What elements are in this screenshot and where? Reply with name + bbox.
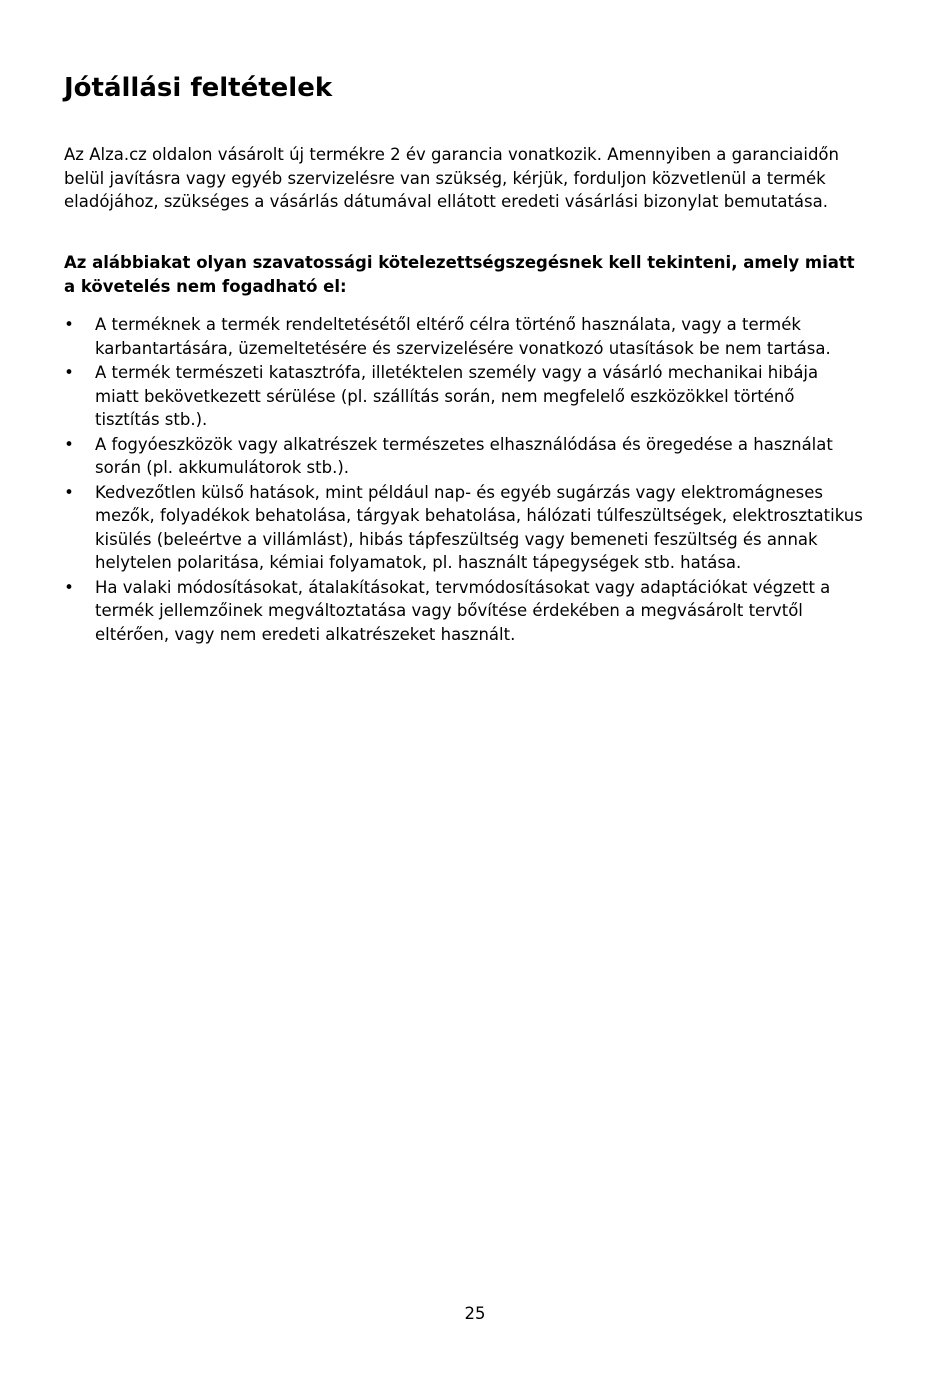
list-item (64, 481, 864, 575)
bullet-icon: • (64, 577, 74, 597)
list-item-text: A termék természeti katasztrófa, illetéktelen személy vagy a vásárló mechanikai hibája miatt bekövetkezett sérülése (pl. szállítás során, nem megfelelő eszközökkel történő tisztítás stb.). (95, 363, 819, 429)
exclusions-list (64, 313, 864, 647)
bullet-icon: • (64, 363, 74, 382)
list-item-text: Ha valaki módosításokat, átalakításokat, tervmódosításokat vagy adaptációkat végzett a termék jellemzőinek megváltoztatása vagy bővítése érdekében a megvásárolt tervtől eltérően, vagy nem eredeti alkatrészeket használt. (95, 577, 831, 644)
bullet-icon: • (64, 434, 74, 454)
exclusions-heading: Az alábbiakat olyan szavatossági kötelezettségszegésnek kell tekinteni, amely miatt a követelés nem fogadható el: (64, 253, 855, 296)
page-number: 25 (464, 1304, 486, 1323)
bullet-icon: • (64, 482, 74, 502)
list-item (64, 313, 864, 360)
list-item (64, 361, 864, 432)
list-item-text: A fogyóeszközök vagy alkatrészek természetes elhasználódása és öregedése a használat során (pl. akkumulátorok stb.). (95, 434, 833, 477)
list-item (64, 433, 864, 480)
list-item (64, 576, 864, 647)
list-item-text: Kedvezőtlen külső hatások, mint például nap- és egyéb sugárzás vagy elektromágneses mezők, folyadékok behatolása, tárgyak behatolása, hálózati túlfeszültségek, elektrosztatikus kisülés (beleértve a villámlást), hibás tápfeszültség vagy bemeneti feszültség és annak helytelen polaritása, kémiai folyamatok, pl. használt tápegységek stb. hatása. (95, 482, 863, 572)
list-item-text: A terméknek a termék rendeltetésétől eltérő célra történő használata, vagy a termék karbantartására, üzemeltetésére és szervizelésére vonatkozó utasítások be nem tartása. (95, 315, 831, 358)
bullet-icon: • (64, 315, 74, 334)
page-title: Jótállási feltételek (64, 73, 333, 103)
intro-paragraph: Az Alza.cz oldalon vásárolt új termékre 2 év garancia vonatkozik. Amennyiben a garanciaidőn belül javításra vagy egyéb szervizelésre van szükség, kérjük, forduljon közvetlenül a termék eladójához, szükséges a vásárlás dátumával ellátott eredeti vásárlási bizonylat bemutatása. (64, 145, 839, 211)
